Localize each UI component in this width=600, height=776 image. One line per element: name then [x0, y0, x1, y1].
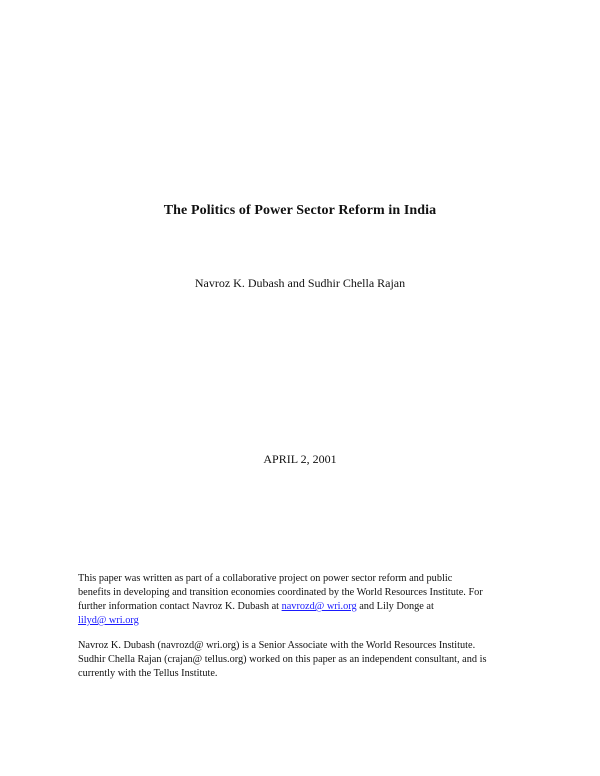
email-link-donge[interactable]: lilyd@ wri.org: [78, 615, 139, 626]
author-affiliations: [78, 639, 538, 681]
project-note-line-2: benefits in developing and transition economies coordinated by the World Resources Institute. For: [78, 587, 483, 598]
email-link-dubash[interactable]: navrozd@ wri.org: [281, 601, 357, 612]
paper-title: The Politics of Power Sector Reform in India: [163, 203, 437, 218]
project-note-line-3: [78, 600, 538, 614]
contact-prefix-text: further information contact Navroz K. Dubash at: [78, 601, 282, 612]
affiliation-line-2: Sudhir Chella Rajan (crajan@ tellus.org) worked on this paper as an independent consultant, and is: [78, 654, 487, 665]
paper-authors: Navroz K. Dubash and Sudhir Chella Rajan: [194, 276, 406, 290]
affiliation-line-1: Navroz K. Dubash (navrozd@ wri.org) is a Senior Associate with the World Resources Institute.: [78, 640, 476, 651]
contact-mid-text: and Lily Donge at: [356, 601, 434, 612]
project-note: [78, 572, 538, 628]
project-note-line-4: [78, 614, 538, 628]
affiliation-line-3: currently with the Tellus Institute.: [78, 668, 218, 679]
project-note-line-1: This paper was written as part of a collaborative project on power sector reform and public: [78, 573, 453, 584]
paper-date: APRIL 2, 2001: [263, 452, 337, 466]
